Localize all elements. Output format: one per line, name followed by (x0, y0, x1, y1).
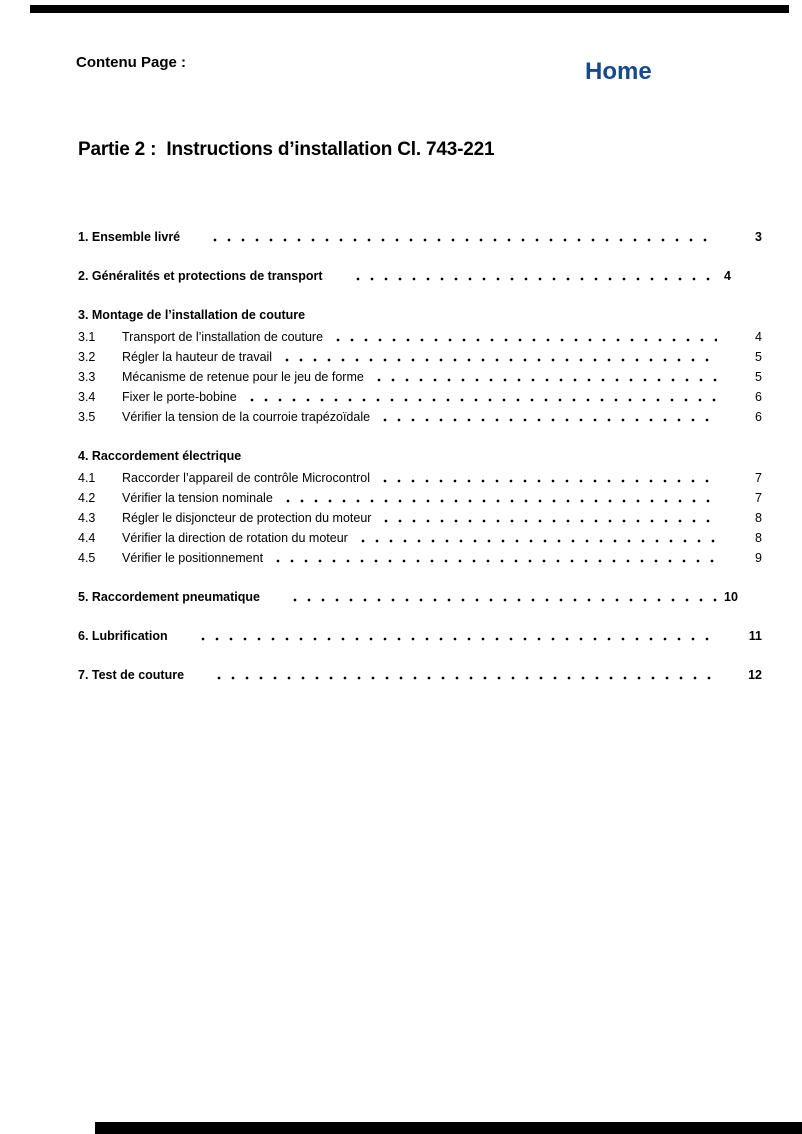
toc-page-number: 8 (717, 508, 762, 1134)
toc-item-row[interactable] (78, 347, 762, 367)
toc-section-label: 2. Généralités et protections de transport (78, 269, 323, 283)
toc-page-number: 12 (717, 665, 762, 1134)
dot-leader (372, 367, 717, 387)
dot-leader (331, 327, 717, 347)
toc-item-label: Transport de l’installation de couture (122, 330, 324, 344)
toc-page-number: 9 (717, 548, 762, 1134)
toc-section-label: 7. Test de couture (78, 668, 185, 682)
toc-item-number: 3.5 (78, 410, 96, 424)
contenu-page-label: Contenu Page : (76, 54, 187, 71)
toc-page-number: 11 (717, 626, 762, 1134)
toc-item-label: Vérifier le positionnement (122, 551, 264, 565)
toc-item-label: Mécanisme de retenue pour le jeu de forme (122, 370, 364, 384)
toc-section-row[interactable] (78, 305, 762, 325)
toc-item-label: Vérifier la direction de rotation du moteur (122, 531, 348, 545)
toc-section-label: 6. Lubrification (78, 629, 168, 643)
toc-item-number: 3.2 (78, 350, 96, 364)
scan-edge-top-bar (30, 5, 789, 13)
toc-item-row[interactable] (78, 367, 762, 387)
toc-section-label: 3. Montage de l’installation de couture (78, 308, 306, 322)
toc-item-row[interactable] (78, 387, 762, 407)
dot-leader (288, 587, 717, 607)
toc-item-label: Régler la hauteur de travail (122, 350, 273, 364)
toc-page-number: 6 (717, 407, 762, 1134)
page-title: Partie 2 : Instructions d’installation Cl. 743-221 (78, 139, 495, 160)
toc-page-number: 7 (717, 468, 762, 1134)
dot-leader (378, 407, 717, 427)
toc-page-number: 6 (717, 387, 762, 1134)
dot-leader (379, 508, 717, 528)
dot-leader (208, 227, 717, 247)
dot-leader (351, 266, 717, 286)
toc-item-label: Raccorder l’appareil de contrôle Microcontrol (122, 471, 371, 485)
toc-page-number: 5 (717, 347, 762, 1134)
toc-page-number: 10 (717, 587, 762, 1134)
dot-leader (196, 626, 717, 646)
dot-leader (378, 468, 717, 488)
home-link[interactable]: Home (585, 58, 652, 85)
toc-section-label: 4. Raccordement électrique (78, 449, 242, 463)
toc-section-row[interactable] (78, 446, 762, 466)
toc-page-number: 4 (717, 327, 762, 1134)
dot-leader (356, 528, 717, 548)
dot-leader (280, 347, 717, 367)
toc-section-row[interactable] (78, 227, 762, 247)
toc-item-row[interactable] (78, 327, 762, 347)
toc-item-label: Fixer le porte-bobine (122, 390, 237, 404)
toc-item-label: Vérifier la tension de la courroie trapézoïdale (122, 410, 371, 424)
toc-item-number: 4.3 (78, 511, 96, 525)
toc-item-number: 3.4 (78, 390, 96, 404)
dot-leader (281, 488, 717, 508)
dot-leader (245, 387, 717, 407)
toc-item-label: Vérifier la tension nominale (122, 491, 273, 505)
toc-page-number: 3 (717, 227, 762, 1134)
toc-page-number: 7 (717, 488, 762, 1134)
toc-item-row[interactable] (78, 407, 762, 427)
toc-section-row[interactable] (78, 587, 762, 607)
toc-item-label: Régler le disjoncteur de protection du moteur (122, 511, 372, 525)
dot-leader (212, 665, 717, 685)
toc-page-number: 5 (717, 367, 762, 1134)
toc-section-row[interactable] (78, 626, 762, 646)
table-of-contents (78, 208, 762, 687)
toc-item-row[interactable] (78, 468, 762, 488)
toc-section-row[interactable] (78, 266, 762, 286)
toc-item-number: 4.5 (78, 551, 96, 565)
toc-section-row[interactable] (78, 665, 762, 685)
scan-edge-bottom-bar (95, 1122, 802, 1134)
toc-section-label: 5. Raccordement pneumatique (78, 590, 260, 604)
toc-page-number: 4 (717, 266, 762, 1134)
toc-item-number: 4.4 (78, 531, 96, 545)
toc-item-row[interactable] (78, 488, 762, 508)
toc-item-number: 4.1 (78, 471, 96, 485)
toc-item-number: 4.2 (78, 491, 96, 505)
toc-item-number: 3.3 (78, 370, 96, 384)
toc-item-row[interactable] (78, 548, 762, 568)
toc-item-row[interactable] (78, 528, 762, 548)
toc-item-row[interactable] (78, 508, 762, 528)
toc-section-label: 1. Ensemble livré (78, 230, 181, 244)
toc-item-number: 3.1 (78, 330, 96, 344)
toc-page-number: 8 (717, 528, 762, 1134)
dot-leader (271, 548, 717, 568)
